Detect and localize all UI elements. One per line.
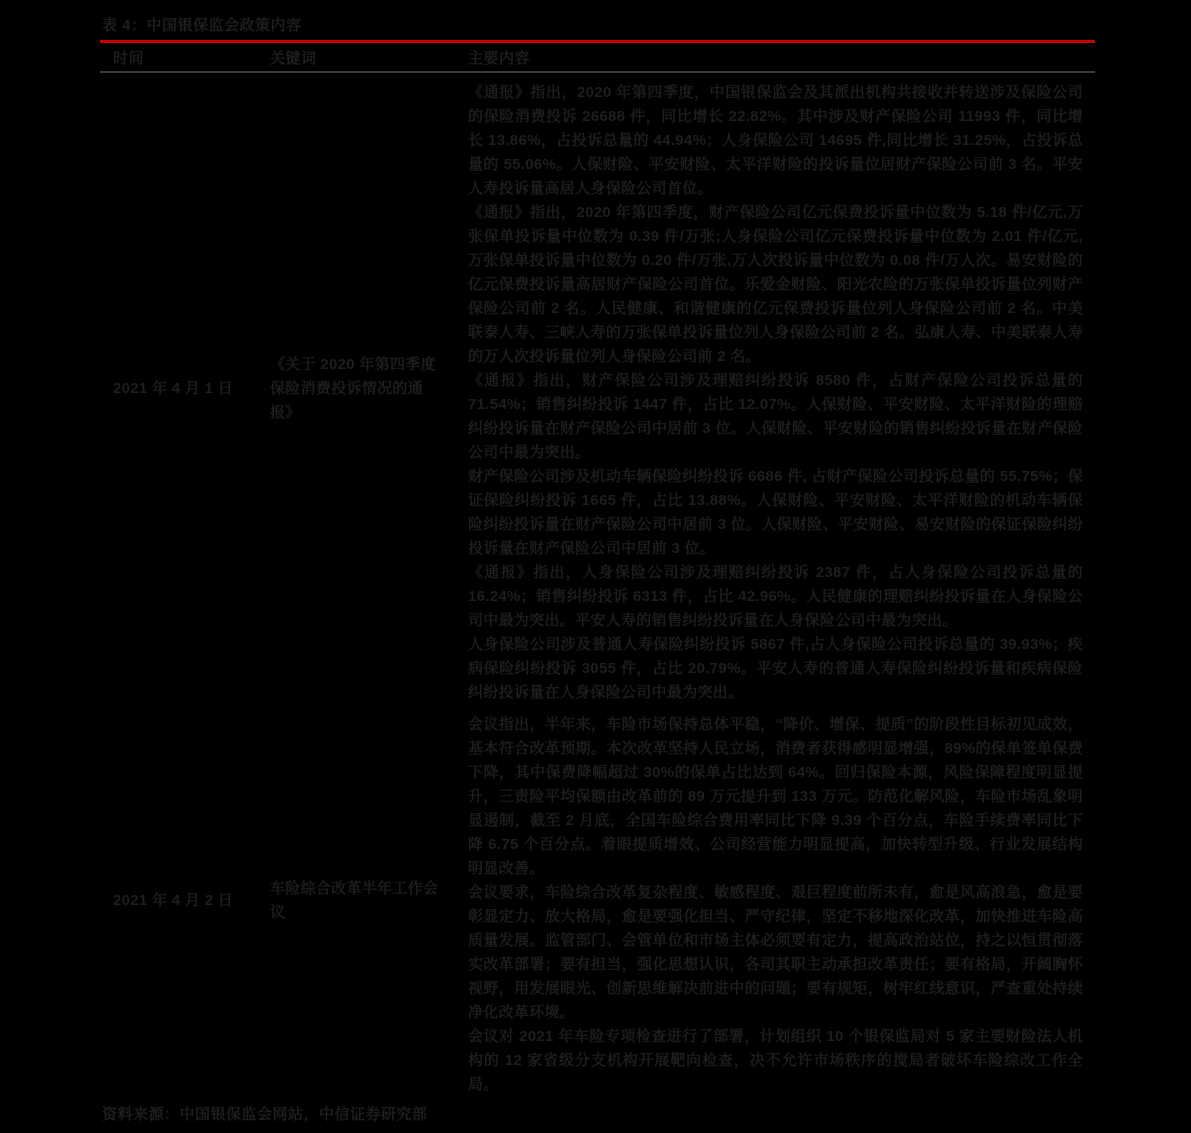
content-paragraph: 会议指出，半年来，车险市场保持总体平稳，“降价、增保、提质”的阶段性目标初见成效，基本符合改革预期。本次改革坚持人民立场，消费者获得感明显增强，89%的保单签单保费下降，其中保费降幅超过 30%的保单占比达到 64%。回归保险本源，风险保障程度明显提升，三责险平均保额由改革前的 89 万元提升到 133 万元。防范化解风险，车险市场乱象明显遏制，截至 2 月底，全国车险综合费用率同比下降 9.39 个百分点，车险手续费率同比下降 6.75 个百分点。着眼提质增效、公司经营能力明显提高，加快转型升级、行业发展结构明显改善。 (468, 716, 1083, 877)
time-cell (100, 73, 257, 705)
time-value: 2021 年 4 月 1 日 (113, 380, 234, 397)
content-paragraph: 人身保险公司涉及普通人寿保险纠纷投诉 5867 件,占人身保险公司投诉总量的 39.93%；疾病保险纠纷投诉 3055 件，占比 20.79%。平安人寿的普通人寿保险纠纷投诉量和疾病保险纠纷投诉量在人身保险公司中最为突出。 (468, 636, 1083, 701)
keyword-cell (257, 705, 455, 1097)
content-cell (455, 73, 1095, 705)
column-header-time: 时间 (113, 49, 145, 67)
source-note: 资料来源：中国银保监会网站，中信证券研究部 (102, 1106, 428, 1123)
content-paragraph: 会议对 2021 年车险专项检查进行了部署，计划组织 10 个银保监局对 5 家主要财险法人机构的 12 家省级分支机构开展靶向检查，决不允许市场秩序的搅局者破坏车险综改工作全局。 (468, 1028, 1083, 1093)
table-row (100, 73, 1095, 705)
time-cell (100, 705, 257, 1097)
content-cell (455, 705, 1095, 1097)
keyword-value: 《关于 2020 年第四季度保险消费投诉情况的通报》 (270, 356, 436, 421)
keyword-value: 车险综合改革半年工作会议 (270, 880, 439, 921)
column-header-content: 主要内容 (468, 49, 531, 67)
content-paragraph: 财产保险公司涉及机动车辆保险纠纷投诉 6686 件, 占财产保险公司投诉总量的 55.75%；保证保险纠纷投诉 1665 件，占比 13.88%。人保财险、平安财险、太平洋财险的机动车辆保险纠纷投诉量在财产保险公司中居前 3 位。人保财险、平安财险、易安财险的保证保险纠纷投诉量在财产保险公司中居前 3 位。 (468, 468, 1083, 557)
table-header-row (100, 43, 1095, 73)
column-header-keyword: 关键词 (270, 49, 317, 67)
time-value: 2021 年 4 月 2 日 (113, 892, 234, 909)
content-paragraph: 会议要求，车险综合改革复杂程度、敏感程度、艰巨程度前所未有，愈是风高浪急，愈是要彰显定力、放大格局，愈是要强化担当、严守纪律，坚定不移地深化改革，加快推进车险高质量发展。监管部门、会管单位和市场主体必须要有定力，提高政治站位，持之以恒贯彻落实改革部署；要有担当，强化思想认识，各司其职主动承担改革责任；要有格局，开阔胸怀视野，用发展眼光、创新思维解决前进中的问题；要有规矩，树牢红线意识，严查重处持续净化改革环境。 (468, 884, 1083, 1021)
table-title: 表 4：中国银保监会政策内容 (102, 17, 302, 34)
table-row (100, 705, 1095, 1097)
content-paragraph: 《通报》指出，人身保险公司涉及理赔纠纷投诉 2387 件，占人身保险公司投诉总量的 16.24%；销售纠纷投诉 6313 件，占比 42.96%。人民健康的理赔纠纷投诉量在人身保险公司中最为突出。平安人寿的销售纠纷投诉量在人身保险公司中最为突出。 (468, 564, 1083, 629)
content-paragraph: 《通报》指出，财产保险公司涉及理赔纠纷投诉 8580 件，占财产保险公司投诉总量的 71.54%；销售纠纷投诉 1447 件，占比 12.07%。人保财险、平安财险、太平洋财险的理赔纠纷投诉量在财产保险公司中居前 3 位。人保财险、平安财险的销售纠纷投诉量在财产保险公司中最为突出。 (468, 372, 1083, 461)
content-paragraph: 《通报》指出，2020 年第四季度，中国银保监会及其派出机构共接收并转送涉及保险公司的保险消费投诉 26688 件，同比增长 22.82%。其中涉及财产保险公司 11993 件，同比增长 13.86%，占投诉总量的 44.94%；人身保险公司 14695 件,同比增长 31.25%，占投诉总量的 55.06%。人保财险、平安财险、太平洋财险的投诉量位居财产保险公司前 3 名。平安人寿投诉量高居人身保险公司首位。 (468, 84, 1083, 197)
content-paragraph: 《通报》指出，2020 年第四季度，财产保险公司亿元保费投诉量中位数为 5.18 件/亿元,万张保单投诉量中位数为 0.39 件/万张;人身保险公司亿元保费投诉量中位数为 2.01 件/亿元,万张保单投诉量中位数为 0.20 件/万张,万人次投诉量中位数为 0.08 件/万人次。易安财险的亿元保费投诉量高居财产保险公司首位。乐爱金财险、阳光农险的万张保单投诉量位列财产保险公司前 2 名。人民健康、和谐健康的亿元保费投诉量位列人身保险公司前 2 名。中美联泰人寿、三峡人寿的万张保单投诉量位列人身保险公司前 2 名。弘康人寿、中美联泰人寿的万人次投诉量位列人身保险公司前 2 名。 (468, 204, 1083, 365)
keyword-cell (257, 73, 455, 705)
